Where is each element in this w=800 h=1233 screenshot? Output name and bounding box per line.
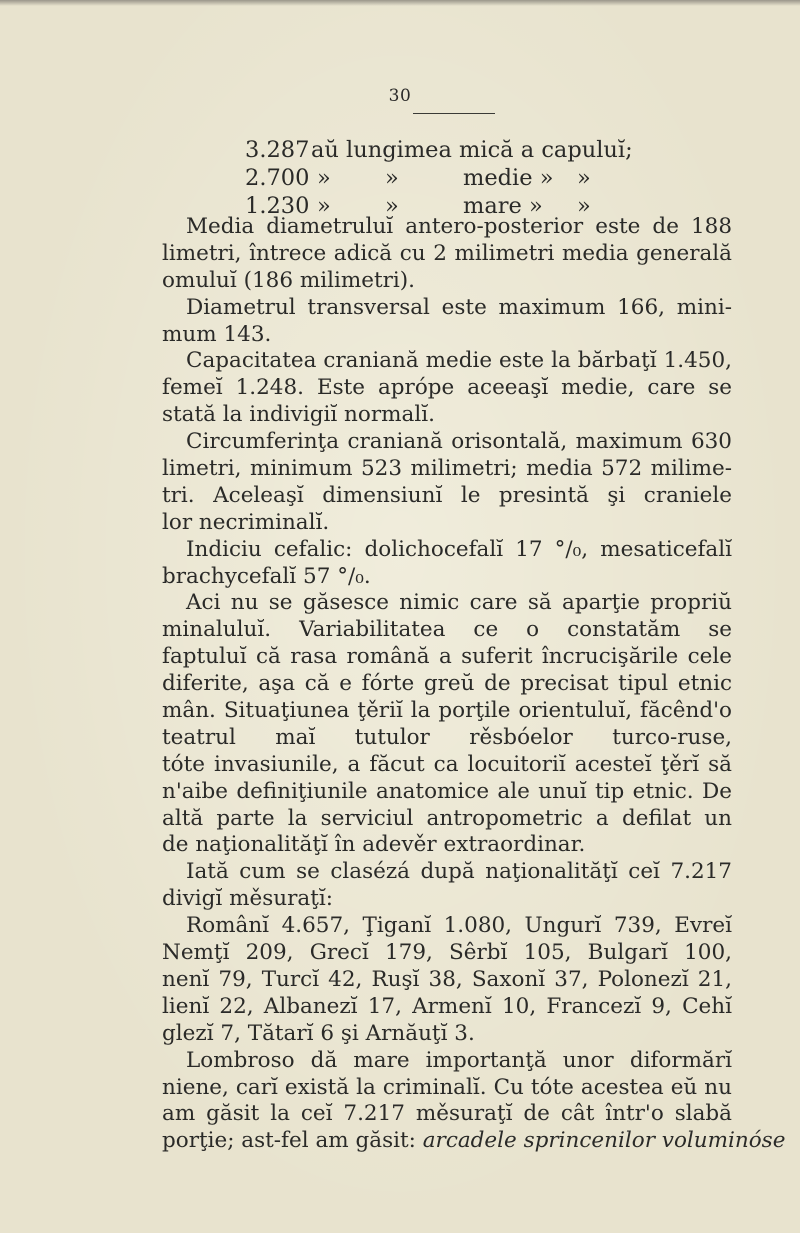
ditto-mark: » [385,165,399,191]
text-line: Iată cum se clasézá după naţionalităţĭ ceĭ 7.217 [186,859,732,885]
text-line: mân. Situaţiunea ţěriĭ la porţile orientuluĭ, făcênd'o [162,698,732,724]
text-line: tri. Aceleaşĭ dimensiunĭ le presintă şi craniele [162,482,732,508]
text-line: mum 143. [162,321,272,347]
text-line: omuluĭ (186 milimetri). [162,267,416,293]
table-description: mare » [463,193,543,219]
text-line: femeĭ 1.248. Este aprópe aceeaşĭ medie, care se [162,375,732,401]
text-line: minaluluĭ. Variabilitatea ce o constatăm se [162,617,732,643]
text-line: divigĭ měsuraţĭ: [162,886,333,912]
text-line: Circumferinţa craniană orisontală, maximum 630 [186,429,732,455]
text-line: tóte invasiunile, a făcut ca locuitoriĭ acesteĭ ţěrĭ să [162,751,732,777]
text-line: faptuluĭ că rasa română a suferit încrucişările cele [162,644,732,670]
text-line: Lombroso dă mare importanţă unor diformărĭ [186,1047,732,1073]
text-line: niene, carĭ există la criminalĭ. Cu tóte acestea eŭ nu [162,1074,732,1100]
italic-phrase: arcadele sprincenilor voluminóse [422,1128,786,1154]
text-line: teatrul maĭ tutulor rěsbóelor turco-ruse, [162,724,732,750]
ditto-mark: » [317,193,331,219]
text-line: am găsit la ceĭ 7.217 měsuraţĭ de cât într'o slabă [162,1101,732,1127]
ditto-mark: » [317,165,331,191]
text-line: Capacitatea craniană medie este la bărbaţĭ 1.450, [186,348,732,374]
ditto-mark: » [577,193,591,219]
text-line: lienĭ 22, Albanezĭ 17, Armenĭ 10, Francezĭ 9, Cehĭ [162,993,732,1019]
table-description: aŭ lungimea mică a capuluĭ; [311,137,633,163]
text-line: limetri, minimum 523 milimetri; media 572 milime- [162,456,732,482]
table-description: medie » [463,165,554,191]
text-line: Nemţĭ 209, Grecĭ 179, Sêrbĭ 105, Bulgarĭ 100, [162,940,732,966]
text-line-final [162,1128,786,1155]
text-line: brachycefalĭ 57 °/₀. [162,563,371,589]
page-number: 30 [388,86,412,106]
text-line: glezĭ 7, Tătarĭ 6 şi Arnăuţĭ 3. [162,1020,475,1046]
text-line: n'aibe definiţiunile anatomice ale unuĭ tip etnic. De [162,778,732,804]
text-line: Românĭ 4.657, Ţiganĭ 1.080, Ungurĭ 739, Evreĭ [186,913,732,939]
table-count: 2.700 [245,165,310,191]
text-line: diferite, aşa că e fórte greŭ de precisat tipul etnic [162,671,732,697]
table-count: 1.230 [245,193,310,219]
ditto-mark: » [577,165,591,191]
text-line: Indiciu cefalic: dolichocefalĭ 17 °/₀, mesaticefalĭ [186,536,732,562]
page-top-edge [0,0,800,6]
ditto-mark: » [385,193,399,219]
text-line: de naţionalităţĭ în adevěr extraordinar. [162,832,586,858]
text-line: altă parte la serviciul antropometric a defilat un [162,805,732,831]
body-text [162,214,786,1155]
text-line: nenĭ 79, Turcĭ 42, Ruşĭ 38, Saxonĭ 37, Polonezĭ 21, [162,966,732,992]
text-line: limetri, întrece adică cu 2 milimetri media generală [162,240,732,266]
text-line: Media diametruluĭ antero-posterior este de 188 [186,214,732,239]
text-line: lor necriminalĭ. [162,509,330,535]
table-count: 3.287 [245,137,310,163]
text-line: Aci nu se găsesce nimic care să aparţie propriŭ [186,590,732,616]
text-line: Diametrul transversal este maximum 166, mini- [186,294,732,320]
text-segment: porţie; ast-fel am găsit: [162,1128,416,1154]
text-line: stată la indivigiĭ normalĭ. [162,402,435,428]
page-number-rule [413,113,495,114]
